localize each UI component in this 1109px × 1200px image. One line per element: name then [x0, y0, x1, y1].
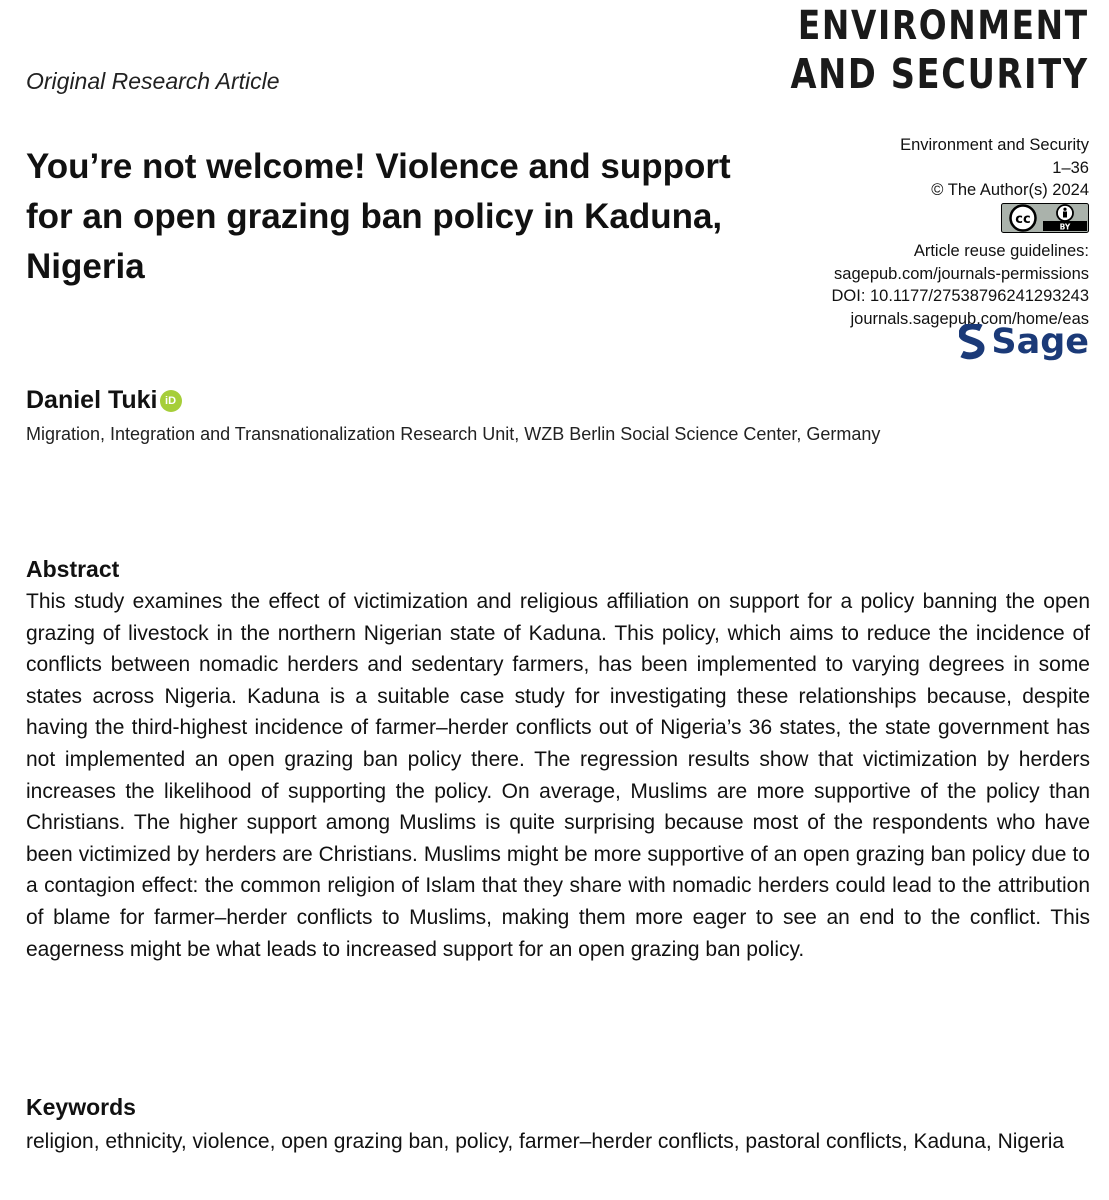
orcid-icon[interactable]: iD	[160, 390, 182, 412]
abstract-heading: Abstract	[26, 556, 120, 582]
copyright-notice: © The Author(s) 2024	[931, 181, 1089, 199]
svg-text:cc: cc	[1015, 211, 1031, 227]
journal-name: Environment and Security	[900, 136, 1089, 154]
doi-link[interactable]: DOI: 10.1177/27538796241293243	[831, 287, 1089, 305]
page-range: 1–36	[1052, 158, 1089, 177]
journal-logo-line2: AND SECURITY	[790, 50, 1089, 98]
article-type: Original Research Article	[26, 68, 280, 94]
journal-url-link[interactable]: journals.sagepub.com/home/eas	[850, 309, 1089, 328]
author	[26, 386, 182, 415]
svg-text:BY: BY	[1059, 222, 1071, 231]
article-title: You’re not welcome! Violence and support for an open grazing ban policy in Kaduna, Nigeria	[26, 147, 731, 286]
reuse-guidelines-label: Article reuse guidelines:	[913, 242, 1089, 260]
article-meta	[831, 134, 1089, 330]
sage-s-icon	[959, 324, 985, 360]
author-affiliation: Migration, Integration and Transnationalization Research Unit, WZB Berlin Social Science Center, Germany	[26, 424, 881, 444]
keywords-heading: Keywords	[26, 1094, 136, 1120]
sage-publisher-logo	[959, 322, 1089, 362]
journal-logo	[725, 3, 1089, 98]
journal-logo-line1: ENVIRONMENT	[798, 3, 1089, 49]
abstract-text: This study examines the effect of victimization and religious affiliation on support for a policy banning the open grazing of livestock in the northern Nigerian state of Kaduna. This policy, which aims to reduce the incidence of conflicts between nomadic herders and sedentary farmers, has been implemented to varying degrees in some states across Nigeria. Kaduna is a suitable case study for investigating these relationships because, despite having the third-highest incidence of farmer–herder conflicts out of Nigeria’s 36 states, the state government has not implemented an open grazing ban policy there. The regression results show that victimization by herders increases the likelihood of supporting the policy. On average, Muslims are more supportive of the policy than Christians. The higher support among Muslims is quite surprising because most of the respondents who have been victimized by herders are Christians. Muslims might be more supportive of an open grazing ban policy due to a contagion effect: the common religion of Islam that they share with nomadic herders could lead to the attribution of blame for farmer–herder conflicts to Muslims, making them more eager to see an end to the conflict. This eagerness might be what leads to increased support for an open grazing ban policy.	[26, 590, 1090, 961]
sage-wordmark: Sage	[991, 322, 1089, 362]
reuse-guidelines-link[interactable]: sagepub.com/journals-permissions	[834, 264, 1089, 283]
cc-by-license-icon[interactable]	[1001, 203, 1089, 233]
keywords-text: religion, ethnicity, violence, open grazing ban, policy, farmer–herder conflicts, pastoral conflicts, Kaduna, Nigeria	[26, 1130, 1065, 1153]
author-name: Daniel Tuki	[26, 386, 158, 414]
